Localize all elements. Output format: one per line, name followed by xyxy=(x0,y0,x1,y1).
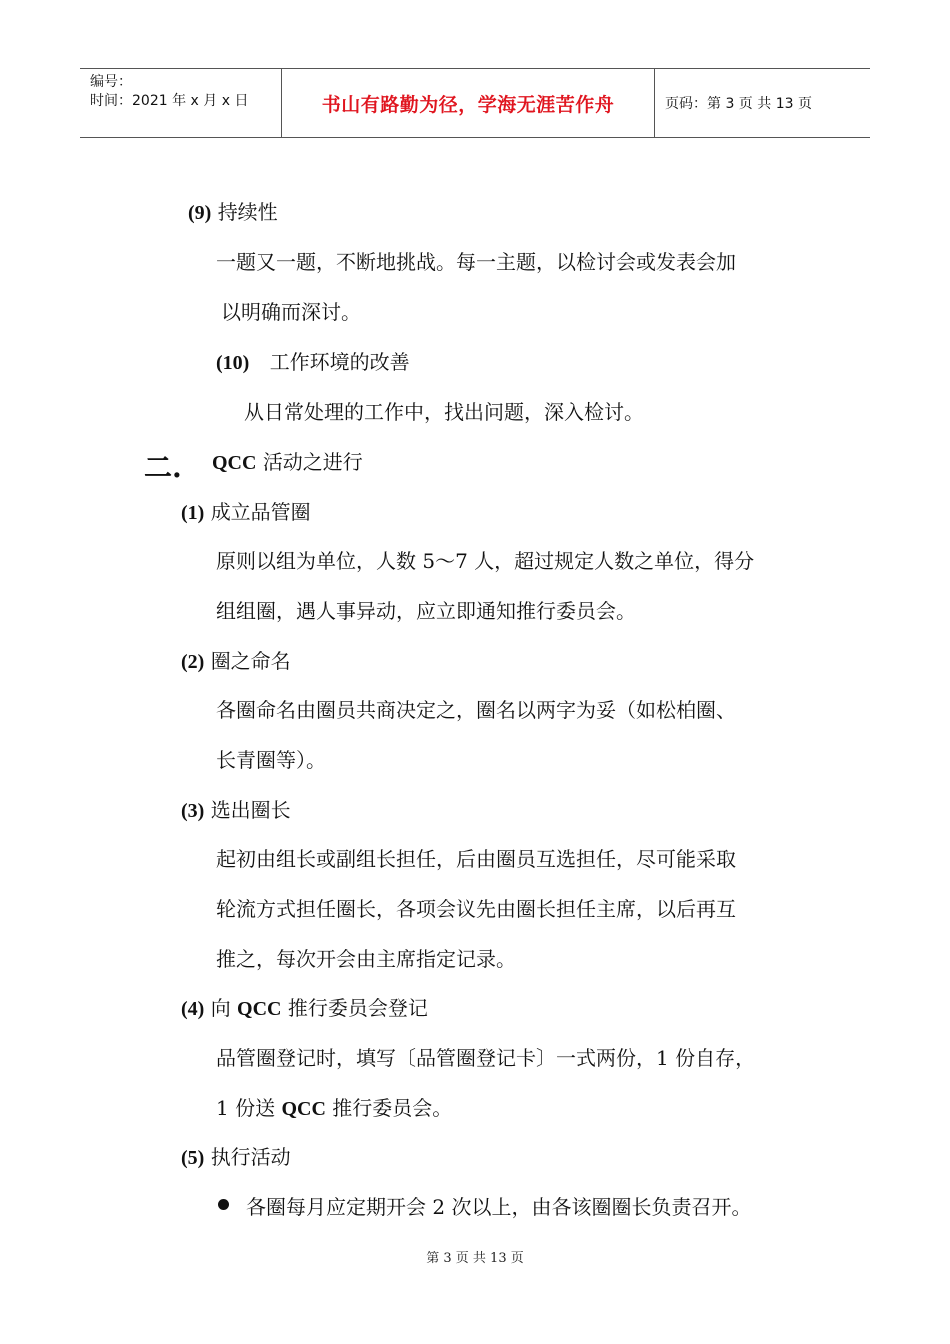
sub-3-text-3: 推之，每次开会由主席指定记录。 xyxy=(216,947,516,971)
date-label: 时间：2021 年 x 月 x 日 xyxy=(90,93,249,109)
sub-2-title: 圈之命名 xyxy=(210,649,291,673)
sub-4-number: (4) xyxy=(181,998,205,1020)
item-9-text-1: 一题又一题，不断地挑战。每一主题，以检讨会或发表会加 xyxy=(216,250,736,274)
document-header xyxy=(80,68,870,138)
sub-5-title: 执行活动 xyxy=(210,1145,291,1169)
sub-2-text-1: 各圈命名由圈员共商决定之，圈名以两字为妥（如松柏圈、 xyxy=(216,698,736,722)
sub-3-title: 选出圈长 xyxy=(210,798,291,822)
header-page-label: 页码：第 3 页 共 13 页 xyxy=(665,96,812,112)
sub-1-text-1: 原则以组为单位，人数 5～7 人，超过规定人数之单位，得分 xyxy=(216,549,755,573)
section-2-qcc: QCC xyxy=(212,452,257,474)
item-10-heading xyxy=(216,346,410,375)
sub-1-text-2: 组组圈，遇人事异动，应立即通知推行委员会。 xyxy=(216,599,636,623)
page-footer: 第 3 页 共 13 页 xyxy=(426,1251,524,1266)
sub-4-text-2-b: 推行委员会。 xyxy=(332,1096,453,1120)
sub-5-number: (5) xyxy=(181,1147,205,1169)
sub-4-title: 推行委员会登记 xyxy=(287,996,428,1020)
item-9-heading xyxy=(188,196,278,225)
item-10-text-1: 从日常处理的工作中，找出问题，深入检讨。 xyxy=(244,400,644,424)
sub-3-number: (3) xyxy=(181,800,205,822)
sub-1-heading xyxy=(181,496,311,525)
sub-4-heading xyxy=(181,992,428,1021)
sub-4-text-2-a: 1 份送 xyxy=(216,1096,276,1120)
sub-5-heading xyxy=(181,1141,291,1170)
sub-2-text-2: 长青圈等）。 xyxy=(216,748,326,772)
sub-2-heading xyxy=(181,645,291,674)
sub-4-prefix: 向 xyxy=(210,996,231,1020)
header-motto: 书山有路勤为径，学海无涯苦作舟 xyxy=(282,69,655,137)
sub-4-qcc: QCC xyxy=(237,998,282,1020)
item-10-title: 工作环境的改善 xyxy=(269,350,410,374)
item-10-number: (10) xyxy=(216,352,250,374)
item-9-number: (9) xyxy=(188,202,212,224)
sub-4-text-1: 品管圈登记时，填写〔品管圈登记卡〕一式两份，1 份自存， xyxy=(216,1046,756,1070)
bullet-dot-icon xyxy=(218,1199,229,1210)
sub-3-heading xyxy=(181,794,291,823)
sub-3-text-2: 轮流方式担任圈长，各项会议先由圈长担任主席，以后再互 xyxy=(216,897,736,921)
sub-4-text-2 xyxy=(216,1092,452,1121)
section-2-mark: 二. xyxy=(144,451,182,484)
section-2-heading xyxy=(212,446,363,475)
item-9-title: 持续性 xyxy=(217,200,278,224)
sub-3-text-1: 起初由组长或副组长担任，后由圈员互选担任，尽可能采取 xyxy=(216,847,736,871)
section-2-title: 活动之进行 xyxy=(262,450,363,474)
sub-4-text-2-qcc: QCC xyxy=(281,1098,326,1120)
number-label: 编号： xyxy=(90,74,132,90)
header-info-cell xyxy=(80,69,282,137)
sub-1-title: 成立品管圈 xyxy=(210,500,311,524)
sub-1-number: (1) xyxy=(181,502,205,524)
sub-5-bullet-1: 各圈每月应定期开会 2 次以上，由各该圈圈长负责召开。 xyxy=(246,1195,752,1219)
sub-2-number: (2) xyxy=(181,651,205,673)
item-9-text-2: 以明确而深讨。 xyxy=(221,300,361,324)
